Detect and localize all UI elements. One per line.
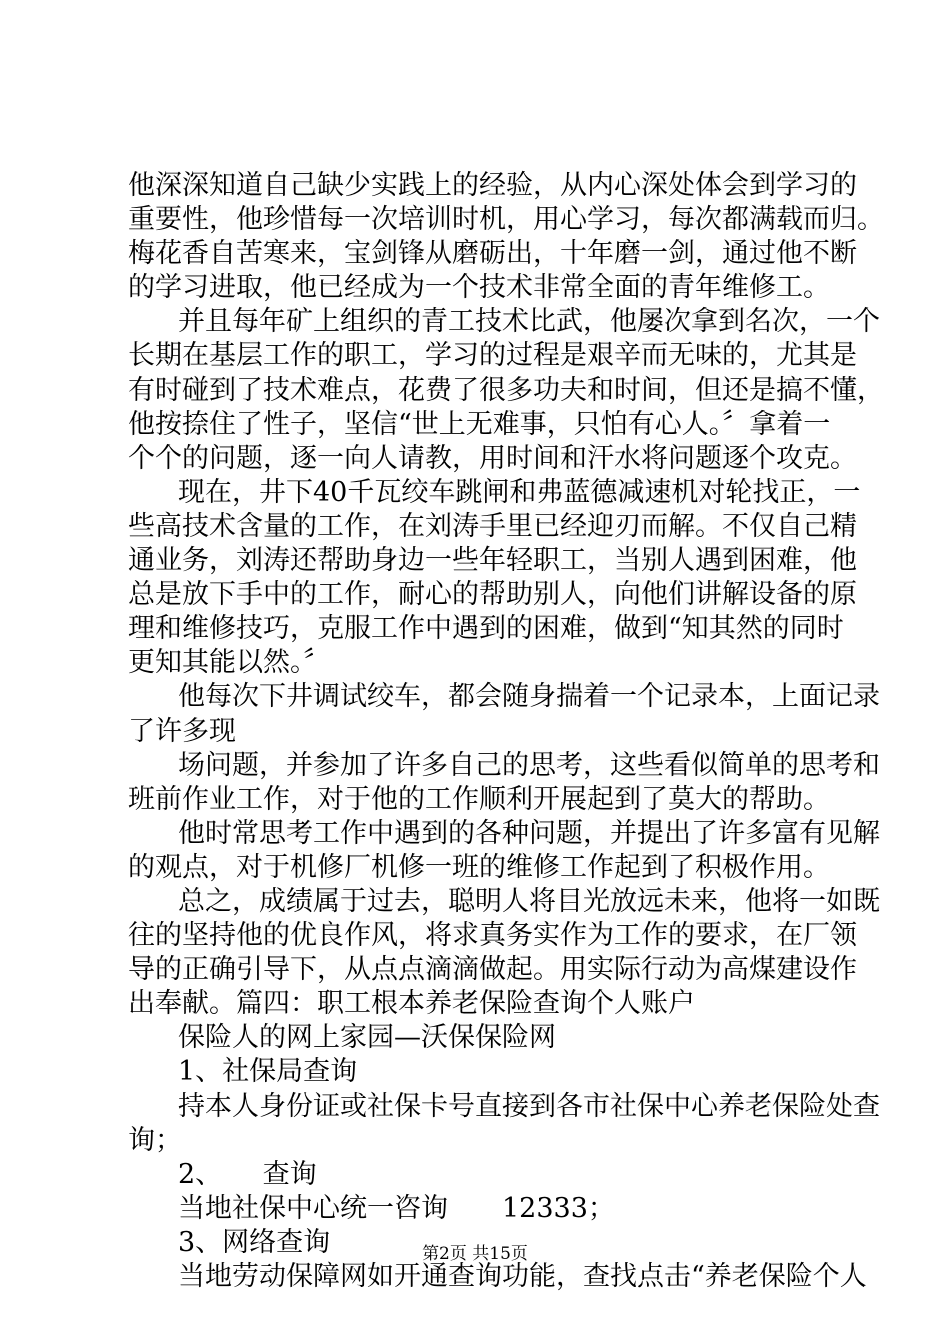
- body-text: [128, 169, 884, 1294]
- text-line: 持本人身份证或社保卡号直接到各市社保中心养老保险处查: [178, 1090, 880, 1122]
- text-line: 保险人的网上家园—沃保保险网: [178, 1022, 556, 1054]
- text-line: 出奉献。篇四：职工根本养老保险查询个人账户: [128, 988, 695, 1020]
- text-line: 当地社保中心统一咨询 12333；: [178, 1192, 615, 1224]
- text-line: 了许多现: [128, 715, 236, 747]
- text-line: 更知其能以然。〞: [128, 647, 331, 679]
- text-line: 的观点，对于机修厂机修一班的维修工作起到了积极作用。: [128, 851, 830, 883]
- text-line: 他时常思考工作中遇到的各种问题，并提出了许多富有见解: [178, 817, 880, 849]
- text-line: 的学习进取，他已经成为一个技术非常全面的青年维修工。: [128, 272, 830, 304]
- text-line: 些高技术含量的工作，在刘涛手里已经迎刃而解。不仅自己精: [128, 510, 857, 542]
- text-line: 班前作业工作，对于他的工作顺利开展起到了莫大的帮助。: [128, 783, 830, 815]
- text-line: 2、 查询: [178, 1158, 317, 1190]
- text-line: 总之，成绩属于过去，聪明人将目光放远未来，他将一如既: [178, 885, 880, 917]
- text-line: 往的坚持他的优良作风，将求真务实作为工作的要求，在厂领: [128, 920, 857, 952]
- text-line: 理和维修技巧，克服工作中遇到的困难，做到“知其然的同时: [128, 613, 844, 645]
- text-line: 询；: [128, 1124, 182, 1156]
- text-line: 现在，井下40千瓦绞车跳闸和弗蓝德减速机对轮找正，一: [178, 476, 861, 508]
- text-line: 他深深知道自己缺少实践上的经验，从内心深处体会到学习的: [128, 170, 857, 201]
- text-line: 总是放下手中的工作，耐心的帮助别人，向他们讲解设备的原: [128, 579, 857, 611]
- text-line: 有时碰到了技术难点，花费了很多功夫和时间，但还是搞不懂，: [128, 374, 884, 406]
- text-line: 他按捺住了性子，坚信“世上无难事，只怕有心人。〞拿着一: [128, 408, 831, 440]
- page-number-footer: 第2页 共15页: [422, 1244, 528, 1264]
- text-line: 长期在基层工作的职工，学习的过程是艰辛而无味的，尤其是: [128, 340, 857, 372]
- text-line: 3、网络查询: [178, 1226, 331, 1258]
- text-line: 当地劳动保障网如开通查询功能，查找点击“养老保险个人: [178, 1261, 867, 1292]
- text-line: 个个的问题，逐一向人请教，用时间和汗水将问题逐个攻克。: [128, 442, 857, 474]
- text-line: 并且每年矿上组织的青工技术比武，他屡次拿到名次，一个: [178, 306, 880, 338]
- text-line: 重要性，他珍惜每一次培训时机，用心学习，每次都满载而归。: [128, 204, 884, 236]
- text-line: 梅花香自苦寒来，宝剑锋从磨砺出，十年磨一剑，通过他不断: [128, 238, 857, 270]
- text-line: 他每次下井调试绞车，都会随身揣着一个记录本，上面记录: [178, 681, 880, 713]
- text-line: 通业务，刘涛还帮助身边一些年轻职工，当别人遇到困难，他: [128, 545, 857, 577]
- text-line: 1、社保局查询: [178, 1056, 358, 1088]
- text-line: 导的正确引导下，从点点滴滴做起。用实际行动为高煤建设作: [128, 954, 857, 986]
- text-line: 场问题，并参加了许多自己的思考，这些看似简单的思考和: [178, 749, 880, 781]
